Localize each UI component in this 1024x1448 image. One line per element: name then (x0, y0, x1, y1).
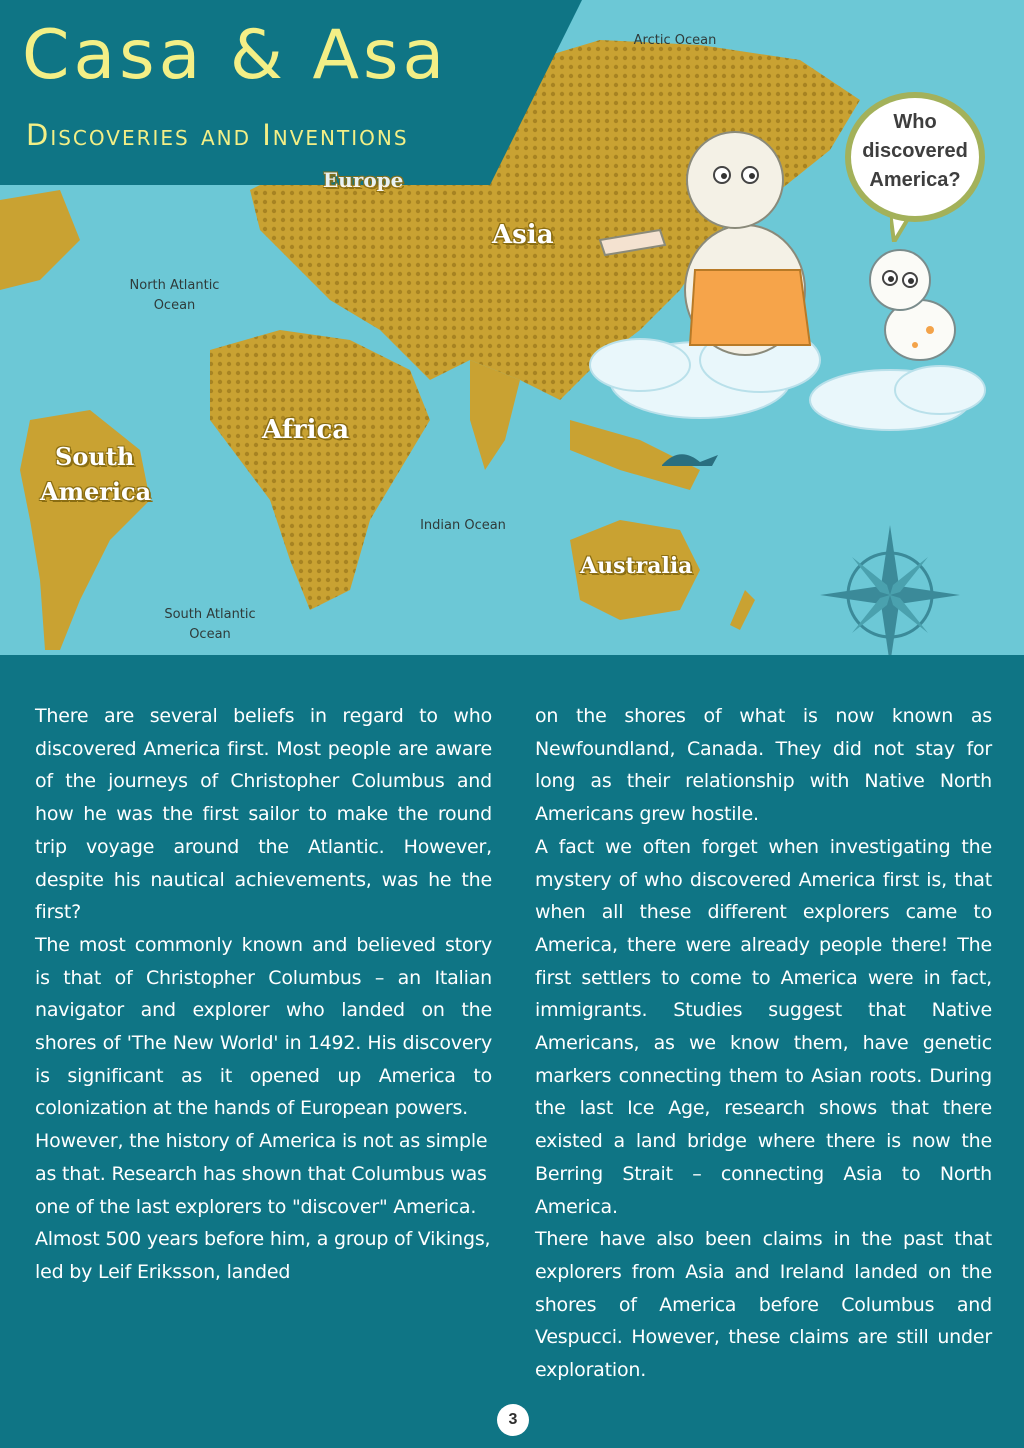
continent-label-australia: Australia (580, 553, 693, 579)
map-label-south-atlantic-ocean: Ocean (189, 627, 231, 642)
article-paragraph: However, the history of America is not as simple as that. Research has shown that Columbus was one of the last explorers to "discover" America. Almost 500 years before him, a group of Vikings, led by Leif Eriksson, landed (35, 1130, 491, 1283)
compass-rose-icon (820, 525, 960, 655)
map-label-arctic-ocean: Arctic Ocean (633, 33, 717, 48)
page-title: Casa & Asa (22, 16, 449, 95)
continent-label-south: South (55, 442, 135, 471)
map-label-south-atlantic: South Atlantic (164, 607, 256, 622)
article-left-column (35, 700, 492, 1289)
speech-bubble (845, 92, 985, 222)
map-label-north-atlantic-ocean: Ocean (153, 298, 196, 313)
continent-label-asia: Asia (492, 220, 554, 250)
continent-label-europe: Europe (323, 168, 404, 192)
title-banner (0, 0, 600, 185)
map-label-indian-ocean: Indian Ocean (420, 518, 506, 533)
continent-label-africa: Africa (262, 415, 350, 445)
page-subtitle: Discoveries and Inventions (26, 118, 409, 152)
article-paragraph: There have also been claims in the past that explorers from Asia and Ireland landed on the shores of America before Columbus and Vespucci. However, these claims are still under exploration. (535, 1228, 992, 1382)
puppy-character (870, 250, 955, 360)
article-paragraph: A fact we often forget when investigating the mystery of who discovered America first is, that when all these different explorers came to America, there were already people there! The first settlers to come to America were in fact, immigrants. Studies suggest that Native Americans, as we know them, have genetic markers connecting them to Asian roots. During the last Ice Age, research shows that there existed a land bridge where there is now the Berring Strait – connecting Asia to North America. (535, 835, 992, 1218)
map-label-north-atlantic: North Atlantic (129, 278, 220, 293)
north-america-landmass (0, 190, 80, 290)
article-paragraph: There are several beliefs in regard to who discovered America first. Most people are aware of the journeys of Christopher Columbus and how he was the first sailor to make the round trip voyage around the Atlantic. However, despite his nautical achievements, was he the first? (35, 705, 492, 924)
article-paragraph: on the shores of what is now known as Newfoundland, Canada. They did not stay for long as their relationship with Native North Americans grew hostile. (535, 705, 992, 826)
continent-label-america: America (40, 477, 152, 506)
page-number: 3 (497, 1404, 529, 1436)
article-right-column (535, 700, 992, 1387)
article-paragraph: The most commonly known and believed story is that of Christopher Columbus – an Italian navigator and explorer who landed on the shores of 'The New World' in 1492. His discovery is significant as it opened up America to colonization at the hands of European powers. (35, 933, 492, 1120)
speech-bubble-text: Who discovered America? (862, 111, 968, 191)
new-zealand-landmass (730, 590, 755, 630)
